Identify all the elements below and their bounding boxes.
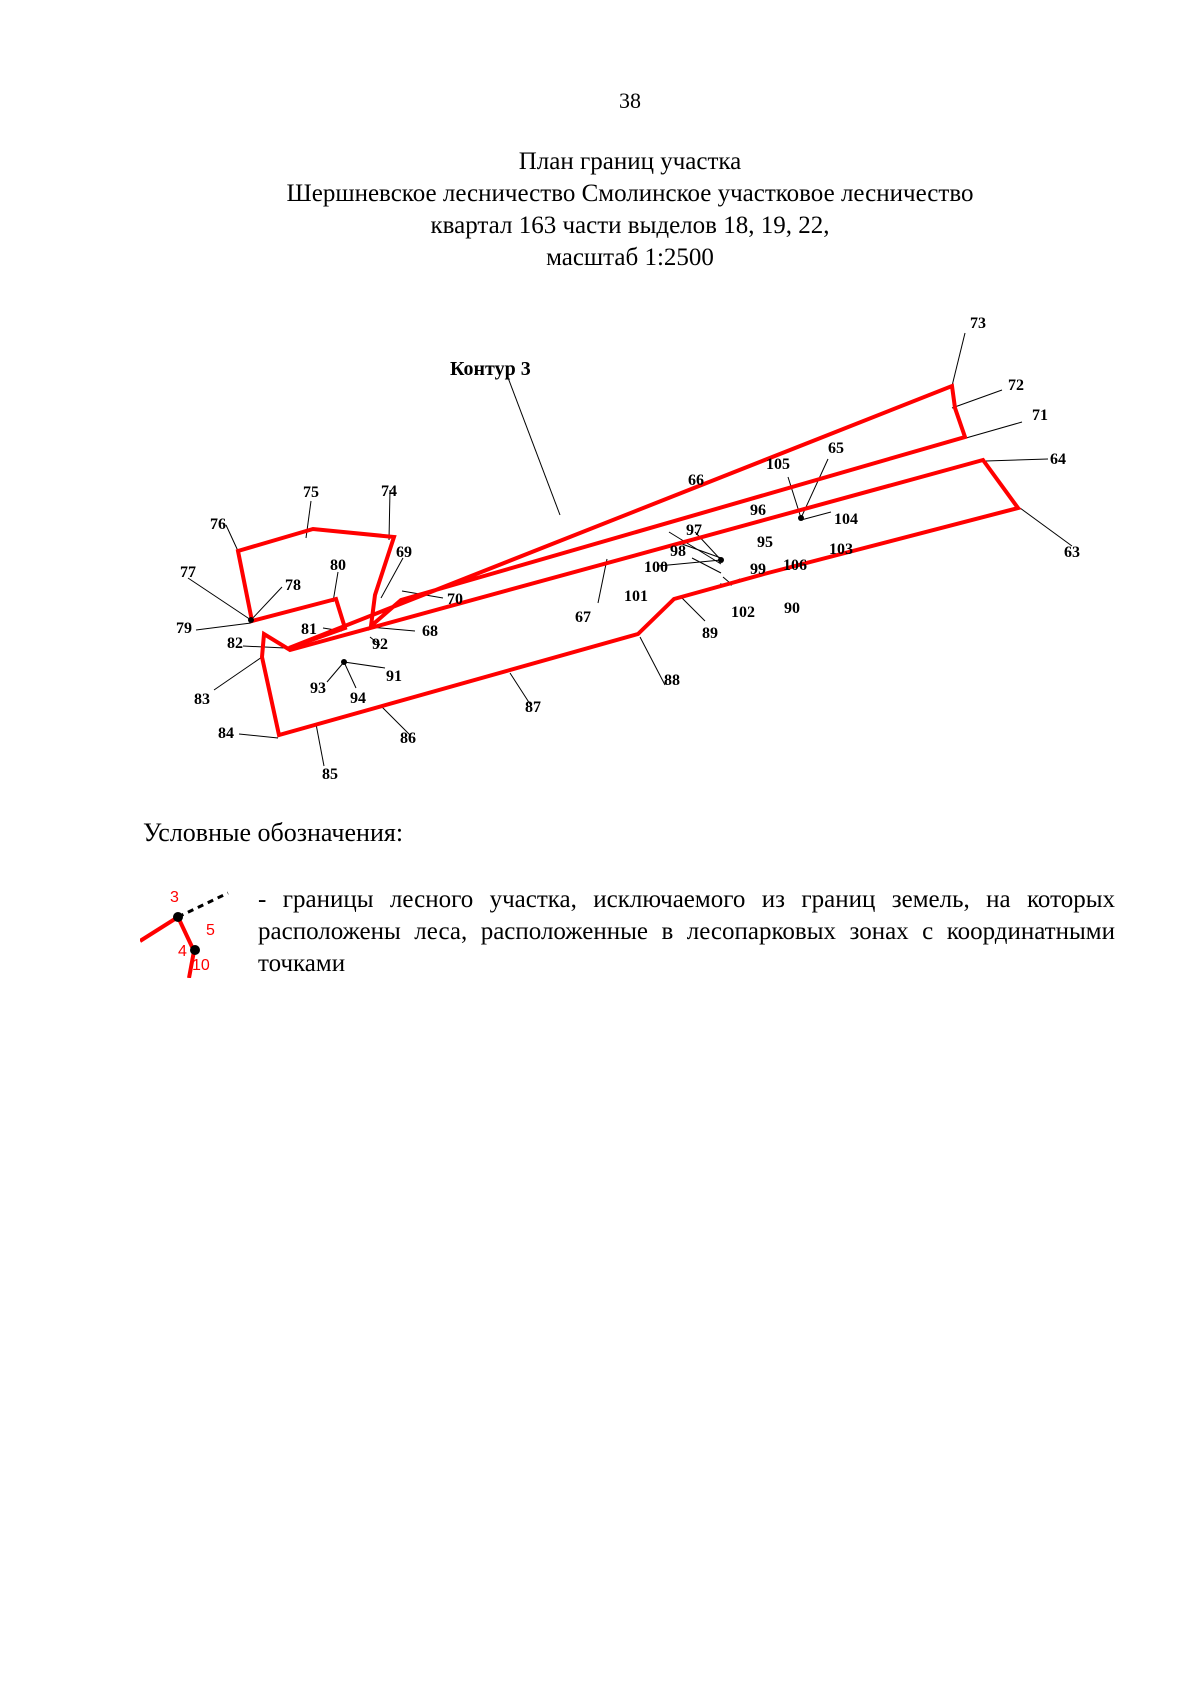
legend-heading: Условные обозначения: [143, 818, 404, 847]
point-label-66: 66 [688, 472, 704, 489]
point-label-75: 75 [303, 484, 319, 501]
point-label-92: 92 [372, 636, 388, 653]
point-label-76: 76 [210, 516, 226, 533]
title-line-1: План границ участка [518, 148, 742, 175]
point-label-85: 85 [322, 766, 338, 783]
point-label-88: 88 [664, 672, 680, 689]
point-label-68: 68 [422, 623, 438, 640]
point-label-81: 81 [301, 621, 317, 638]
legend-point-label-4: 4 [178, 943, 187, 960]
point-label-67: 67 [575, 609, 591, 626]
point-label-77: 77 [180, 564, 196, 581]
point-label-106: 106 [783, 557, 807, 574]
legend-point-label-10: 10 [192, 957, 210, 974]
legend-boundary-symbol [140, 888, 230, 978]
boundary-plan-map [0, 0, 1200, 800]
title-line-3: квартал 163 части выделов 18, 19, 22, [430, 212, 830, 239]
point-label-93: 93 [310, 680, 326, 697]
point-label-87: 87 [525, 699, 541, 716]
point-label-74: 74 [381, 483, 397, 500]
point-label-104: 104 [834, 511, 858, 528]
point-label-79: 79 [176, 620, 192, 637]
legend-point-label-3: 3 [170, 889, 179, 906]
point-label-73: 73 [970, 315, 986, 332]
point-number-labels [176, 315, 1080, 783]
point-label-96: 96 [750, 502, 766, 519]
point-label-65: 65 [828, 440, 844, 457]
point-label-69: 69 [396, 544, 412, 561]
point-label-84: 84 [218, 725, 234, 742]
point-label-95: 95 [757, 534, 773, 551]
page-number: 38 [619, 88, 641, 113]
point-label-103: 103 [829, 541, 853, 558]
point-label-71: 71 [1032, 407, 1048, 424]
forest-plot-boundary [238, 386, 1018, 735]
point-label-90: 90 [784, 600, 800, 617]
point-label-97: 97 [686, 522, 702, 539]
leader-lines [188, 333, 1072, 766]
point-label-94: 94 [350, 690, 366, 707]
point-label-100: 100 [644, 559, 668, 576]
point-label-72: 72 [1008, 377, 1024, 394]
point-label-91: 91 [386, 668, 402, 685]
coordinate-points [248, 515, 804, 665]
point-label-99: 99 [750, 561, 766, 578]
point-label-70: 70 [447, 591, 463, 608]
title-line-4: масштаб 1:2500 [546, 244, 714, 271]
contour-label: Контур 3 [450, 358, 531, 380]
point-label-80: 80 [330, 557, 346, 574]
point-label-64: 64 [1050, 451, 1066, 468]
point-label-101: 101 [624, 588, 648, 605]
point-label-105: 105 [766, 456, 790, 473]
point-label-102: 102 [731, 604, 755, 621]
point-label-86: 86 [400, 730, 416, 747]
point-label-98: 98 [670, 543, 686, 560]
title-line-2: Шершневское лесничество Смолинское участковое лесничество [286, 180, 974, 207]
point-label-89: 89 [702, 625, 718, 642]
point-label-78: 78 [285, 577, 301, 594]
point-label-63: 63 [1064, 544, 1080, 561]
point-label-83: 83 [194, 691, 210, 708]
legend-description: - границы лесного участка, исключаемого из границ земель, на которых расположены леса, расположенные в лесопарковых зонах с координатными точками [258, 886, 1115, 977]
point-label-82: 82 [227, 635, 243, 652]
legend-point-label-5: 5 [206, 922, 215, 939]
